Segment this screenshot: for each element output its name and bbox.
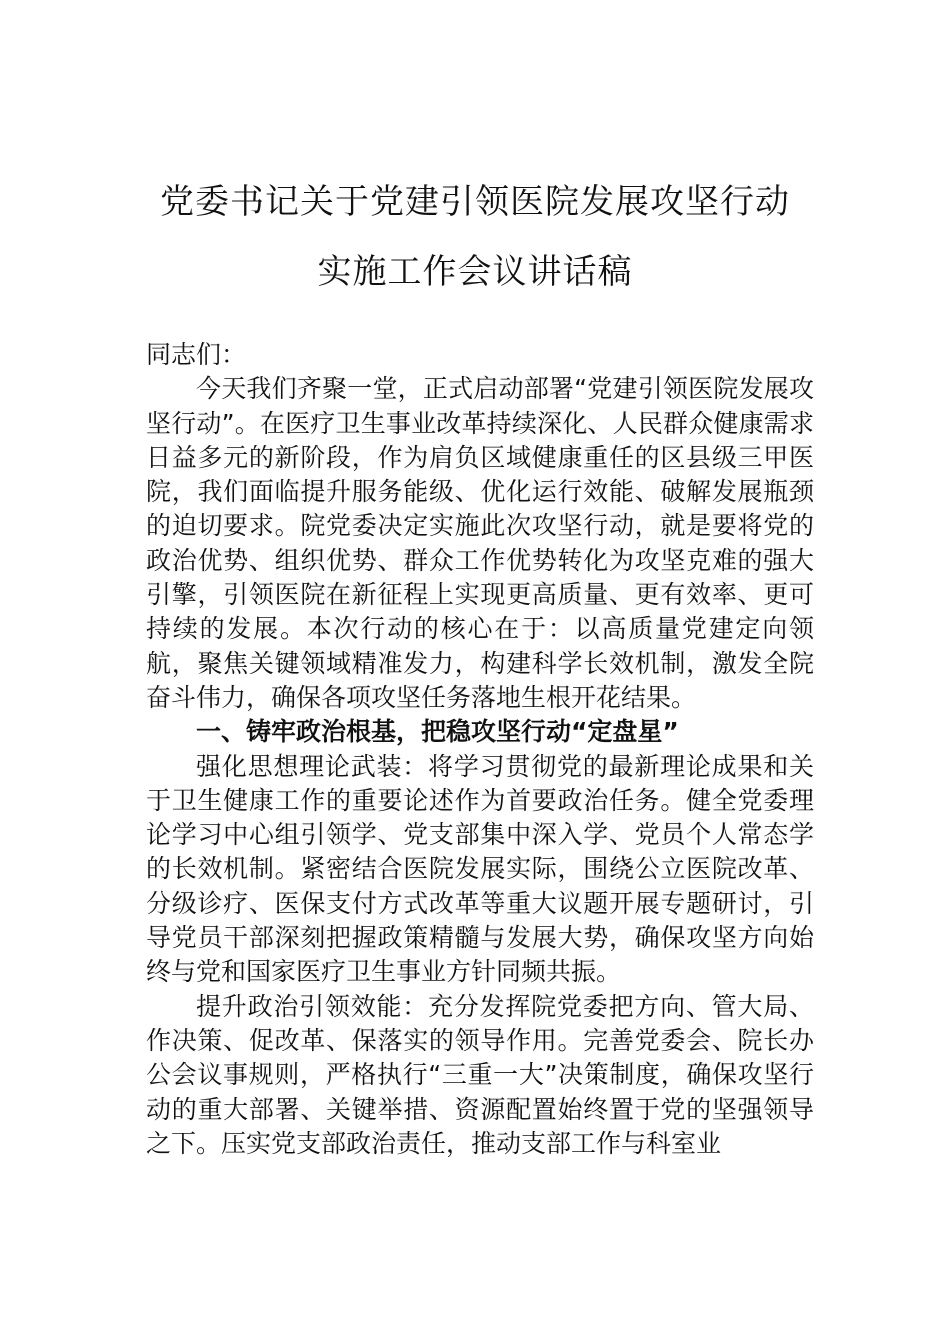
document-title	[0, 172, 950, 302]
document-body	[146, 338, 814, 1161]
title-line-1: 党委书记关于党建引领医院发展攻坚行动	[160, 182, 790, 222]
title-line-2: 实施工作会议讲话稿	[317, 252, 633, 292]
salutation: 同志们：	[146, 340, 247, 369]
section-heading-1: 一、铸牢政治根基，把稳攻坚行动“定盘星”	[196, 717, 679, 747]
intro-paragraph: 今天我们齐聚一堂，正式启动部署“党建引领医院发展攻坚行动”。在医疗卫生事业改革持续深化、人民群众健康需求日益多元的新阶段，作为肩负区域健康重任的区县级三甲医院，我们面临提升服务能级、优化运行效能、破解发展瓶颈的迫切要求。院党委决定实施此次攻坚行动，就是要将党的政治优势、组织优势、群众工作优势转化为攻坚克难的强大引擎，引领医院在新征程上实现更高质量、更有效率、更可持续的发展。本次行动的核心在于：以高质量党建定向领航，聚焦关键领域精准发力，构建科学长效机制，激发全院奋斗伟力，确保各项攻坚任务落地生根开花结果。	[146, 374, 814, 712]
section1-paragraph-2: 提升政治引领效能：充分发挥院党委把方向、管大局、作决策、促改革、保落实的领导作用。完善党委会、院长办公会议事规则，严格执行“三重一大”决策制度，确保攻坚行动的重大部署、关键举措、资源配置始终置于党的坚强领导之下。压实党支部政治责任，推动支部工作与科室业	[146, 991, 814, 1158]
section1-paragraph-1: 强化思想理论武装：将学习贯彻党的最新理论成果和关于卫生健康工作的重要论述作为首要政治任务。健全党委理论学习中心组引领学、党支部集中深入学、党员个人常态学的长效机制。紧密结合医院发展实际，围绕公立医院改革、分级诊疗、医保支付方式改革等重大议题开展专题研讨，引导党员干部深刻把握政策精髓与发展大势，确保攻坚方向始终与党和国家医疗卫生事业方针同频共振。	[146, 751, 814, 987]
